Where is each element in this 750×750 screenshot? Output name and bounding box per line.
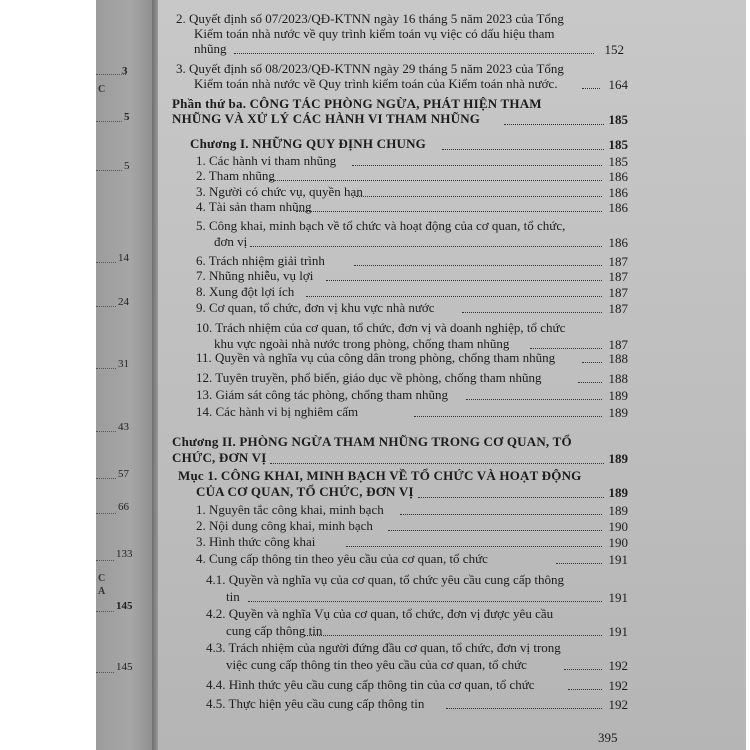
toc-entry bbox=[194, 41, 227, 56]
toc-entry-line: 3. Hình thức công khai bbox=[196, 534, 316, 549]
toc-entry-line: nhũng bbox=[194, 41, 227, 56]
toc-entry-line: Kiểm toán nhà nước về quy trình kiểm toán vụ việc có dấu hiệu tham bbox=[194, 26, 555, 41]
left-page-number: 57 bbox=[118, 468, 129, 480]
toc-entry-line: 4.5. Thực hiện yêu cầu cung cấp thông tin bbox=[206, 696, 425, 711]
left-page-number: 43 bbox=[118, 421, 129, 433]
left-page-number: 133 bbox=[116, 548, 133, 560]
left-page-fragment: A bbox=[98, 586, 106, 597]
left-page-fragment: C bbox=[98, 573, 106, 584]
chapter-heading: Chương I. NHỮNG QUY ĐỊNH CHUNG bbox=[190, 136, 426, 151]
toc-page-number: 187 bbox=[608, 301, 628, 316]
toc-page-number: 186 bbox=[608, 169, 628, 184]
toc-page-number: 188 bbox=[608, 351, 628, 366]
toc-entry-line: 10. Trách nhiệm của cơ quan, tổ chức, đơn vị và doanh nghiệp, tổ chức bbox=[196, 320, 566, 335]
toc-entry-line: Kiểm toán nhà nước về Quy trình kiểm toán của Kiểm toán nhà nước. bbox=[194, 76, 558, 91]
toc-entry-line: 2. Quyết định số 07/2023/QĐ-KTNN ngày 16 tháng 5 năm 2023 của Tổng bbox=[176, 11, 564, 26]
toc-page-number: 164 bbox=[608, 77, 628, 92]
toc-entry-line: 4.1. Quyền và nghĩa vụ của cơ quan, tổ chức yêu cầu cung cấp thông bbox=[206, 572, 564, 587]
toc-page-number: 191 bbox=[608, 624, 628, 639]
toc-entry-line: 11. Quyền và nghĩa vụ của công dân trong phòng, chống tham nhũng bbox=[196, 350, 556, 365]
toc-page-number: 185 bbox=[608, 137, 628, 152]
toc-page-number: 187 bbox=[608, 337, 628, 352]
toc-entry-line: tin bbox=[226, 589, 240, 604]
page-number: 395 bbox=[598, 730, 618, 745]
chapter-heading: CHỨC, ĐƠN VỊ bbox=[172, 450, 267, 465]
toc-entry-line: 6. Trách nhiệm giải trình bbox=[196, 253, 325, 268]
toc-entry-line: 4. Tài sản tham nhũng bbox=[196, 199, 312, 214]
part-heading: NHŨNG VÀ XỬ LÝ CÁC HÀNH VI THAM NHŨNG bbox=[172, 111, 481, 126]
left-page-number: 145 bbox=[116, 600, 133, 612]
toc-page-number: 190 bbox=[608, 519, 628, 534]
left-page-number: 5 bbox=[124, 160, 130, 172]
toc-page-number: 186 bbox=[608, 200, 628, 215]
toc-entry-line: 7. Nhũng nhiễu, vụ lợi bbox=[196, 268, 314, 283]
toc-page-number: 191 bbox=[608, 552, 628, 567]
toc-entry-line: 3. Người có chức vụ, quyền hạn bbox=[196, 184, 363, 199]
toc-entry bbox=[194, 76, 558, 91]
toc-entry-line: khu vực ngoài nhà nước trong phòng, chống tham nhũng bbox=[214, 336, 510, 351]
toc-entry-line: 4.4. Hình thức yêu cầu cung cấp thông tin của cơ quan, tổ chức bbox=[206, 677, 535, 692]
toc-entry-line: 4.2. Quyền và nghĩa Vụ của cơ quan, tổ chức, đơn vị được yêu cầu bbox=[206, 606, 554, 621]
toc-page-number: 152 bbox=[604, 42, 624, 57]
part-heading: Phần thứ ba. CÔNG TÁC PHÒNG NGỪA, PHÁT HIỆN THAM bbox=[172, 96, 542, 111]
left-page-number: 24 bbox=[118, 296, 129, 308]
toc-page-number: 189 bbox=[608, 485, 628, 500]
left-page-number: 66 bbox=[118, 501, 129, 513]
toc-page-number: 191 bbox=[608, 590, 628, 605]
left-page-number: 14 bbox=[118, 252, 129, 264]
toc-page-number: 185 bbox=[608, 154, 628, 169]
left-page bbox=[96, 0, 154, 750]
toc-entry-line: đơn vị bbox=[214, 234, 248, 249]
chapter-heading: Chương II. PHÒNG NGỪA THAM NHŨNG TRONG CƠ QUAN, TỔ bbox=[172, 434, 572, 449]
toc-entry-line: 1. Nguyên tắc công khai, minh bạch bbox=[196, 502, 384, 517]
toc-page-number: 187 bbox=[608, 285, 628, 300]
toc-page-number: 192 bbox=[608, 697, 628, 712]
toc-entry-line: 14. Các hành vi bị nghiêm cấm bbox=[196, 404, 359, 419]
toc-page-number: 190 bbox=[608, 535, 628, 550]
toc-page-number: 187 bbox=[608, 269, 628, 284]
toc-entry-line: 2. Nội dung công khai, minh bạch bbox=[196, 518, 373, 533]
left-page-number: 145 bbox=[116, 661, 133, 673]
toc-entry-line: 5. Công khai, minh bạch về tổ chức và hoạt động của cơ quan, tổ chức, bbox=[196, 218, 566, 233]
toc-page-number: 186 bbox=[608, 235, 628, 250]
toc-entry bbox=[194, 26, 555, 41]
left-page-number: 5 bbox=[124, 111, 130, 123]
toc-entry-line: 12. Tuyên truyền, phổ biến, giáo dục về phòng, chống tham nhũng bbox=[196, 370, 542, 385]
toc-entry-line: 13. Giám sát công tác phòng, chống tham nhũng bbox=[196, 387, 449, 402]
toc-page-number: 189 bbox=[608, 451, 628, 466]
toc-page-number: 192 bbox=[608, 678, 628, 693]
toc-entry-line: 2. Tham nhũng bbox=[196, 168, 275, 183]
toc-entry-line: 4. Cung cấp thông tin theo yêu cầu của cơ quan, tổ chức bbox=[196, 551, 488, 566]
left-page-number: 31 bbox=[118, 358, 129, 370]
toc-entry-line: 9. Cơ quan, tổ chức, đơn vị khu vực nhà nước bbox=[196, 300, 435, 315]
toc-entry-line: 3. Quyết định số 08/2023/QĐ-KTNN ngày 29 tháng 5 năm 2023 của Tổng bbox=[176, 61, 564, 76]
section-heading: CỦA CƠ QUAN, TỔ CHỨC, ĐƠN VỊ bbox=[196, 484, 414, 499]
toc-entry-line: 8. Xung đột lợi ích bbox=[196, 284, 295, 299]
toc-entry-line: cung cấp thông tin bbox=[226, 623, 323, 638]
toc-page-number: 189 bbox=[608, 405, 628, 420]
toc-entry-line: 1. Các hành vi tham nhũng bbox=[196, 153, 337, 168]
toc-page-number: 188 bbox=[608, 371, 628, 386]
toc-entry bbox=[176, 11, 564, 26]
toc-page-number: 192 bbox=[608, 658, 628, 673]
left-page-number: 3 bbox=[122, 65, 128, 77]
left-page-fragment: C bbox=[98, 84, 106, 95]
toc-page-number: 189 bbox=[608, 503, 628, 518]
toc-page-number: 189 bbox=[608, 388, 628, 403]
toc-page-number: 187 bbox=[608, 254, 628, 269]
toc-page-number: 185 bbox=[608, 112, 628, 127]
toc-entry-line: 4.3. Trách nhiệm của người đứng đầu cơ quan, tổ chức, đơn vị trong bbox=[206, 640, 561, 655]
toc-entry bbox=[176, 61, 564, 76]
section-heading: Mục 1. CÔNG KHAI, MINH BẠCH VỀ TỔ CHỨC VÀ HOẠT ĐỘNG bbox=[178, 468, 582, 483]
toc-entry-line: việc cung cấp thông tin theo yêu cầu của cơ quan, tổ chức bbox=[226, 657, 527, 672]
toc-page-number: 186 bbox=[608, 185, 628, 200]
